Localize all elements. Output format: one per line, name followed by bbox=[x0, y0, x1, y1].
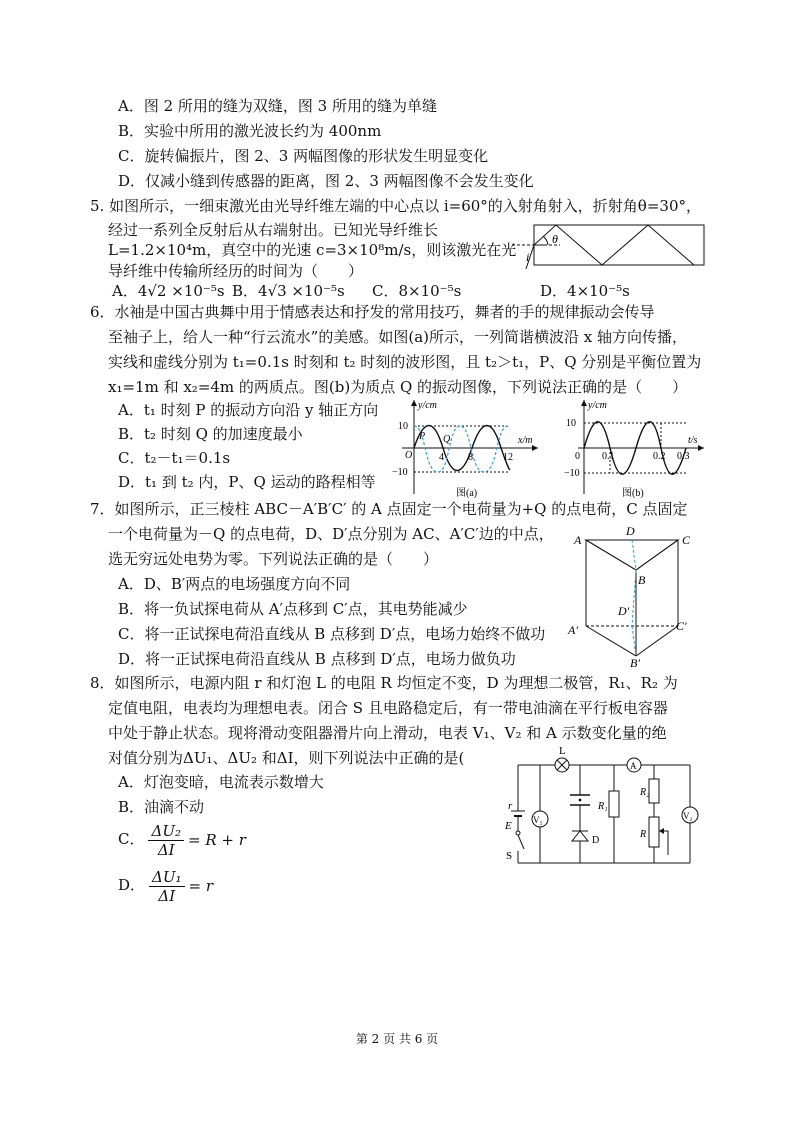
figa-caption: 图(a) bbox=[456, 488, 478, 499]
q5-option-c: C．8×10⁻⁵s bbox=[372, 282, 462, 300]
figa-origin: O bbox=[405, 450, 413, 461]
q5-option-d: D．4×10⁻⁵s bbox=[540, 282, 630, 300]
q8-option-a: A．灯泡变暗，电流表示数增大 bbox=[118, 773, 324, 791]
q4-option-d: D．仅减小缝到传感器的距离，图 2、3 两幅图像不会发生变化 bbox=[118, 172, 534, 190]
circuit-label-L: L bbox=[559, 745, 566, 757]
q4-option-b: B．实验中所用的激光波长约为 400nm bbox=[118, 122, 382, 140]
figb-t2: 0.2 bbox=[653, 451, 666, 462]
q6-option-a: A．t₁ 时刻 P 的振动方向沿 y 轴正方向 bbox=[118, 401, 379, 419]
circuit-label-V1: V₁ bbox=[533, 815, 543, 825]
q6-stem-line1: 6．水袖是中国古典舞中用于情感表达和抒发的常用技巧，舞者的手的规律振动会传导 bbox=[90, 303, 655, 321]
q8-option-c-rhs: = R + r bbox=[187, 831, 246, 849]
q8-option-b: B．油滴不动 bbox=[118, 798, 205, 816]
figa-P: P bbox=[419, 431, 426, 442]
q5-stem-line2: 经过一系列全反射后从右端射出。已知光导纤维长 bbox=[108, 221, 439, 239]
prism-figure bbox=[566, 522, 696, 668]
q6-option-b: B．t₂ 时刻 Q 的加速度最小 bbox=[118, 425, 303, 443]
fiber-i-label: i bbox=[526, 250, 530, 264]
prism-label-A2: A′ bbox=[568, 623, 578, 637]
figa-ylabel: y/cm bbox=[418, 400, 437, 411]
q5-stem-line1: 5. 如图所示，一细束激光由光导纤维左端的中心点以 i=60°的入射角射入，折射角θ=30°， bbox=[90, 197, 701, 215]
prism-label-A: A bbox=[574, 533, 582, 547]
circuit-label-D: D bbox=[592, 835, 600, 846]
prism-label-B: B bbox=[638, 573, 646, 587]
q7-stem-line1: 7．如图所示，正三棱柱 ABC－A′B′C′ 的 A 点固定一个电荷量为+Q 的点电荷，C 点固定 bbox=[90, 500, 688, 518]
circuit-label-r: r bbox=[508, 800, 513, 812]
figa-x4: 4 bbox=[439, 452, 444, 463]
circuit-label-R1: R₁ bbox=[598, 801, 608, 812]
q8-option-c bbox=[118, 820, 246, 860]
q8-option-d-label: D． bbox=[118, 876, 146, 894]
q5-stem-line3: L=1.2×10⁴m，真空中的光速 c=3×10⁸m/s，则该激光在光 bbox=[108, 241, 517, 259]
q6-option-d: D．t₁ 到 t₂ 内，P、Q 运动的路程相等 bbox=[118, 473, 376, 491]
q7-option-a: A．D、B′两点的电场强度方向不同 bbox=[118, 575, 351, 593]
q8-stem-line1: 8．如图所示，电源内阻 r 和灯泡 L 的电阻 R 均恒定不变，D 为理想二极管，R₁、R₂ 为 bbox=[90, 674, 678, 692]
circuit-label-R2: R₂ bbox=[640, 787, 650, 798]
q5-stem-line4: 导纤维中传输所经历的时间为（ ） bbox=[108, 262, 364, 280]
q6-option-c: C．t₂－t₁＝0.1s bbox=[118, 449, 231, 467]
figb-yneg10: −10 bbox=[564, 468, 580, 479]
q8-option-d bbox=[118, 866, 213, 906]
figb-ylabel: y/cm bbox=[588, 400, 607, 411]
vibration-figure-b bbox=[564, 396, 714, 500]
q8-option-d-numerator: ΔU₁ bbox=[149, 868, 185, 887]
wave-figure-a bbox=[390, 396, 550, 500]
q8-option-d-denominator: ΔI bbox=[158, 886, 176, 905]
q8-stem-line2: 定值电阻，电表均为理想电表。闭合 S 且电路稳定后，有一带电油滴在平行板电容器 bbox=[108, 699, 668, 717]
prism-label-D2: D′ bbox=[618, 604, 630, 618]
q7-stem-line2: 一个电荷量为－Q 的点电荷，D、D′点分别为 AC、A′C′边的中点， bbox=[108, 525, 554, 543]
circuit-label-E: E bbox=[505, 820, 512, 832]
q8-option-d-rhs: = r bbox=[188, 877, 214, 895]
figb-t3: 0.3 bbox=[677, 451, 690, 462]
figb-y10: 10 bbox=[566, 418, 576, 429]
q7-option-d: D．将一正试探电荷沿直线从 B 点移到 D′点，电场力做负功 bbox=[118, 650, 516, 668]
circuit-label-S: S bbox=[506, 850, 513, 862]
figa-x8: 8 bbox=[468, 452, 473, 463]
q8-option-c-denominator: ΔI bbox=[157, 840, 175, 859]
q8-option-c-numerator: ΔU₂ bbox=[148, 822, 184, 841]
figa-xlabel: x/m bbox=[518, 435, 533, 446]
figb-caption: 图(b) bbox=[622, 488, 644, 499]
q7-stem-line3: 选无穷远处电势为零。下列说法正确的是（ ） bbox=[108, 550, 439, 568]
q7-option-c: C．将一正试探电荷沿直线从 B 点移到 D′点，电场力始终不做功 bbox=[118, 625, 546, 643]
q4-option-c: C．旋转偏振片，图 2、3 两幅图像的形状发生明显变化 bbox=[118, 147, 489, 165]
q8-option-d-fraction bbox=[149, 868, 185, 905]
circuit-label-R: R bbox=[640, 829, 647, 840]
circuit-label-A: A bbox=[630, 761, 637, 771]
q7-option-b: B．将一负试探电荷从 A′点移到 C′点，其电势能减少 bbox=[118, 600, 468, 618]
figa-x12: 12 bbox=[503, 452, 513, 463]
circuit-figure bbox=[500, 745, 710, 875]
q8-option-c-label: C． bbox=[118, 830, 145, 848]
page-footer: 第 2 页 共 6 页 bbox=[355, 1032, 439, 1046]
figa-yneg10: −10 bbox=[392, 467, 408, 478]
figa-y10: 10 bbox=[398, 421, 408, 432]
prism-label-D: D bbox=[626, 524, 635, 538]
figa-Q: Q bbox=[443, 434, 451, 445]
q8-stem-line3: 中处于静止状态。现将滑动变阻器滑片向上滑动，电表 V₁、V₂ 和 A 示数变化量的绝 bbox=[108, 724, 667, 742]
q8-option-c-fraction bbox=[148, 822, 184, 859]
q8-stem-line4: 对值分别为ΔU₁、ΔU₂ 和ΔI，则下列说法中正确的是( bbox=[108, 749, 465, 767]
q6-stem-line2: 至袖子上，给人一种“行云流水”的美感。如图(a)所示，一列简谐横波沿 x 轴方向传播， bbox=[108, 328, 687, 346]
prism-label-B2: B′ bbox=[630, 656, 640, 668]
q5-option-a: A．4√2 ×10⁻⁵s bbox=[112, 282, 225, 300]
fiber-theta-label: θ bbox=[552, 232, 558, 246]
figb-xlabel: t/s bbox=[688, 435, 698, 446]
figb-origin: 0 bbox=[575, 451, 580, 462]
figb-t1: 0.1 bbox=[602, 451, 615, 462]
q4-option-a: A．图 2 所用的缝为双缝，图 3 所用的缝为单缝 bbox=[118, 97, 437, 115]
q6-stem-line4: x₁=1m 和 x₂=4m 的两质点。图(b)为质点 Q 的振动图像，下列说法正确的是（ ） bbox=[108, 378, 688, 396]
prism-label-C2: C′ bbox=[676, 619, 687, 633]
q6-stem-line3: 实线和虚线分别为 t₁=0.1s 时刻和 t₂ 时刻的波形图，且 t₂＞t₁，P、Q 分别是平衡位置为 bbox=[108, 353, 702, 371]
q5-option-b: B．4√3 ×10⁻⁵s bbox=[232, 282, 345, 300]
prism-label-C: C bbox=[682, 533, 691, 547]
circuit-label-V2: V₂ bbox=[683, 811, 693, 821]
fiber-figure bbox=[512, 219, 712, 279]
